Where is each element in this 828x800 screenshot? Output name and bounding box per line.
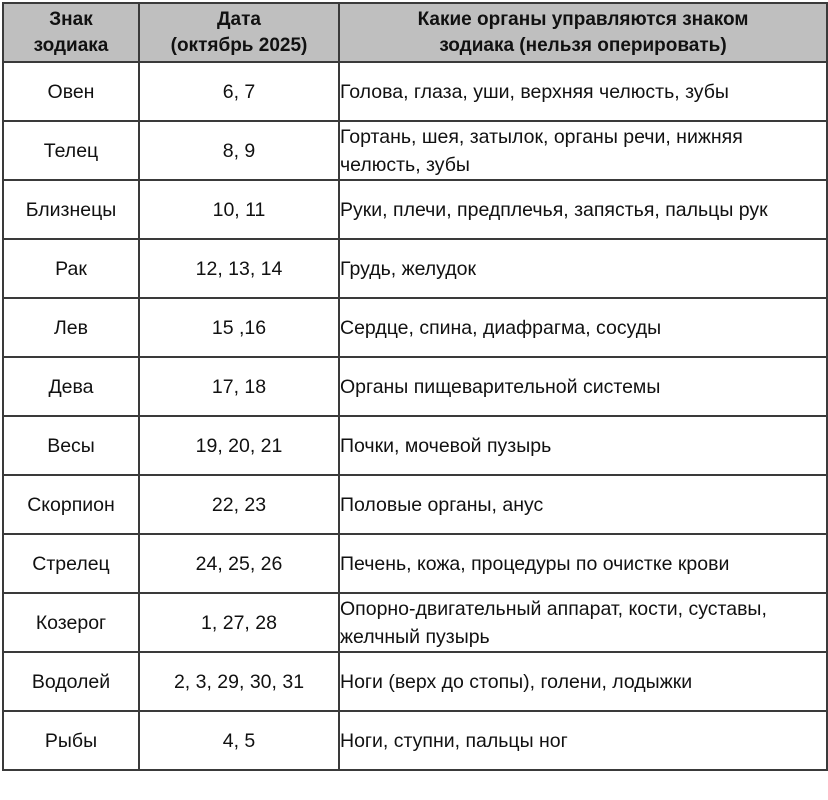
dates-cell: 19, 20, 21: [139, 416, 339, 475]
organs-cell: Гортань, шея, затылок, органы речи, нижняя челюсть, зубы: [339, 121, 827, 180]
sign-cell: Стрелец: [3, 534, 139, 593]
dates-cell: 8, 9: [139, 121, 339, 180]
sign-cell: Овен: [3, 62, 139, 121]
organs-cell: Органы пищеварительной системы: [339, 357, 827, 416]
dates-cell: 17, 18: [139, 357, 339, 416]
sign-cell: Козерог: [3, 593, 139, 652]
sign-cell: Скорпион: [3, 475, 139, 534]
organs-cell: Почки, мочевой пузырь: [339, 416, 827, 475]
header-date: [139, 3, 339, 62]
header-organs-line-1: Какие органы управляются знаком: [417, 8, 749, 30]
zodiac-organs-table: [2, 2, 828, 771]
table-row: [3, 534, 827, 593]
table-row: [3, 593, 827, 652]
organs-cell: Опорно-двигательный аппарат, кости, суставы, желчный пузырь: [339, 593, 827, 652]
organs-cell: Печень, кожа, процедуры по очистке крови: [339, 534, 827, 593]
table-row: [3, 180, 827, 239]
organs-cell: Руки, плечи, предплечья, запястья, пальцы рук: [339, 180, 827, 239]
sign-cell: Рыбы: [3, 711, 139, 770]
dates-cell: 2, 3, 29, 30, 31: [139, 652, 339, 711]
dates-cell: 1, 27, 28: [139, 593, 339, 652]
header-date-line-1: Дата: [217, 8, 261, 30]
sign-cell: Телец: [3, 121, 139, 180]
dates-cell: 6, 7: [139, 62, 339, 121]
dates-cell: 15 ,16: [139, 298, 339, 357]
dates-cell: 24, 25, 26: [139, 534, 339, 593]
organs-cell: Грудь, желудок: [339, 239, 827, 298]
table-row: [3, 357, 827, 416]
table-row: [3, 239, 827, 298]
header-sign: [3, 3, 139, 62]
dates-cell: 4, 5: [139, 711, 339, 770]
sign-cell: Близнецы: [3, 180, 139, 239]
table-row: [3, 652, 827, 711]
organs-cell: Ноги (верх до стопы), голени, лодыжки: [339, 652, 827, 711]
organs-cell: Половые органы, анус: [339, 475, 827, 534]
sign-cell: Дева: [3, 357, 139, 416]
header-date-line-2: (октябрь 2025): [170, 34, 308, 56]
table-row: [3, 121, 827, 180]
organs-cell: Ноги, ступни, пальцы ног: [339, 711, 827, 770]
table-header-row: [3, 3, 827, 62]
dates-cell: 10, 11: [139, 180, 339, 239]
sign-cell: Лев: [3, 298, 139, 357]
dates-cell: 12, 13, 14: [139, 239, 339, 298]
organs-cell: Сердце, спина, диафрагма, сосуды: [339, 298, 827, 357]
header-organs: [339, 3, 827, 62]
header-sign-line-2: зодиака: [33, 34, 109, 56]
table-row: [3, 416, 827, 475]
sign-cell: Весы: [3, 416, 139, 475]
organs-cell: Голова, глаза, уши, верхняя челюсть, зубы: [339, 62, 827, 121]
sign-cell: Рак: [3, 239, 139, 298]
dates-cell: 22, 23: [139, 475, 339, 534]
sign-cell: Водолей: [3, 652, 139, 711]
header-sign-line-1: Знак: [49, 8, 93, 30]
table-row: [3, 711, 827, 770]
table-row: [3, 62, 827, 121]
table-row: [3, 475, 827, 534]
header-organs-line-2: зодиака (нельзя оперировать): [439, 34, 727, 56]
table-row: [3, 298, 827, 357]
